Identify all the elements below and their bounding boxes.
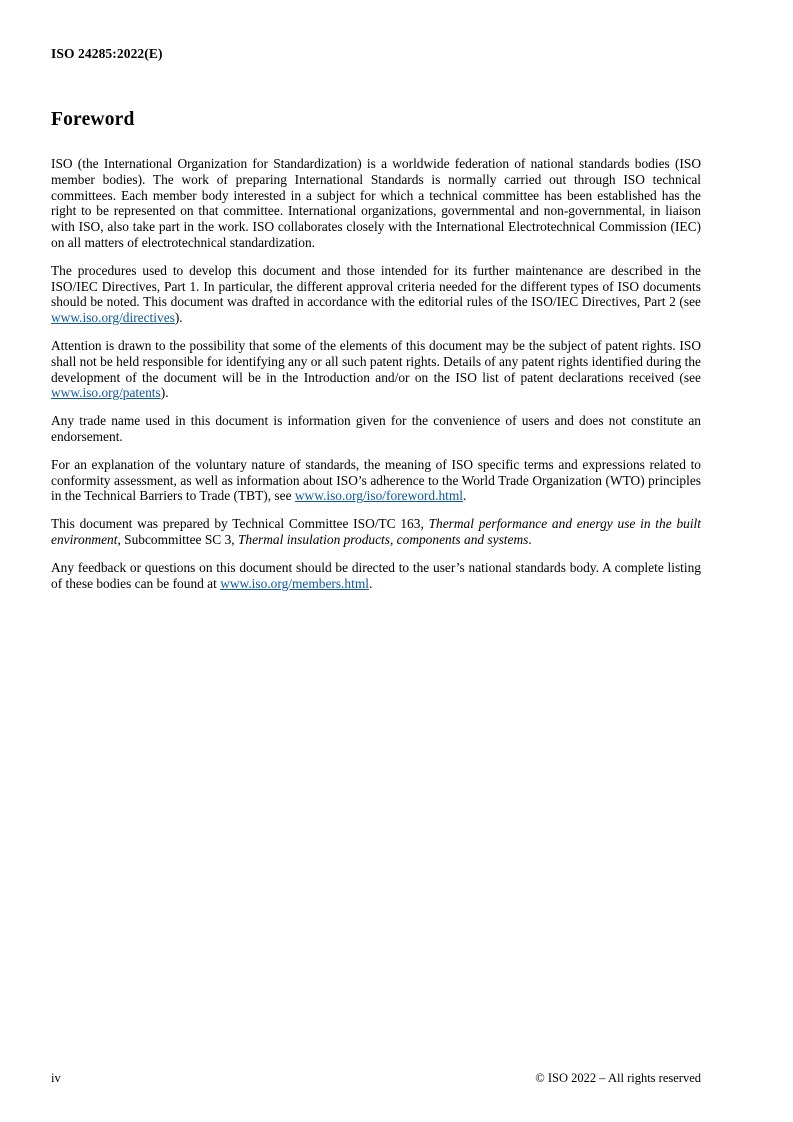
text-run: , Subcommittee SC 3,	[117, 531, 238, 547]
text-run: ISO (the International Organization for Standardization) is a worldwide federation of national standards bodies (ISO member bodies). The work of preparing International Standards is normally carried out through ISO technical committees. Each member body interested in a subject for which a technical committee has been established has the right to be represented on that committee. International organizations, governmental and non-governmental, in liaison with ISO, also take part in the work. ISO collaborates closely with the International Electrotechnical Commission (IEC) on all matters of electrotechnical standardization.	[51, 156, 701, 250]
text-run: For an explanation of the voluntary nature of standards, the meaning of ISO specific terms and expressions related to conformity assessment, as well as information about ISO’s adherence to the World Trade Organization (WTO) principles in the Technical Barriers to Trade (TBT), see	[51, 456, 701, 504]
text-run: .	[528, 531, 532, 547]
paragraph-feedback	[51, 560, 701, 592]
italic-run: Thermal insulation products, components and systems	[237, 531, 529, 547]
link-iso-directives[interactable]: www.iso.org/directives	[51, 310, 175, 326]
page-footer	[51, 1071, 701, 1086]
text-run: ).	[174, 310, 183, 326]
text-run: The procedures used to develop this document and those intended for its further maintenance are described in the ISO/IEC Directives, Part 1. In particular, the different approval criteria needed for the different types of ISO documents should be noted. This document was drafted in accordance with the editorial rules of the ISO/IEC Directives, Part 2 (see	[51, 262, 701, 310]
paragraph-iso-intro	[51, 156, 701, 251]
paragraph-procedures	[51, 263, 701, 326]
paragraph-wto	[51, 457, 701, 504]
paragraph-trade-name	[51, 413, 701, 445]
paragraph-committee	[51, 516, 701, 548]
text-run: This document was prepared by Technical Committee ISO/TC 163,	[51, 516, 429, 532]
doc-reference: ISO 24285:2022(E)	[51, 46, 163, 61]
copyright-notice: © ISO 2022 – All rights reserved	[535, 1071, 701, 1085]
text-run: Attention is drawn to the possibility that some of the elements of this document may be the subject of patent rights. ISO shall not be held responsible for identifying any or all such patent rights. Details of any patent rights identified during the development of the document will be in the Introduction and/or on the ISO list of patent declarations received (see	[51, 337, 701, 385]
text-run: .	[368, 575, 373, 591]
paragraph-patents	[51, 338, 701, 401]
italic-run: Thermal performance and energy use in the built environment	[51, 516, 701, 547]
page-number: iv	[51, 1071, 61, 1085]
text-run: .	[463, 488, 467, 504]
link-iso-foreword[interactable]: www.iso.org/iso/foreword.html	[294, 488, 463, 504]
page-title: Foreword	[51, 109, 135, 130]
text-run: Any feedback or questions on this document should be directed to the user’s national standards body. A complete listing of these bodies can be found at	[51, 559, 701, 591]
content-area	[51, 46, 701, 603]
link-iso-members[interactable]: www.iso.org/members.html	[220, 575, 369, 591]
text-run: Any trade name used in this document is information given for the convenience of users and does not constitute an endorsement.	[51, 413, 701, 444]
link-iso-patents[interactable]: www.iso.org/patents	[51, 385, 161, 401]
text-run: ).	[160, 385, 169, 401]
